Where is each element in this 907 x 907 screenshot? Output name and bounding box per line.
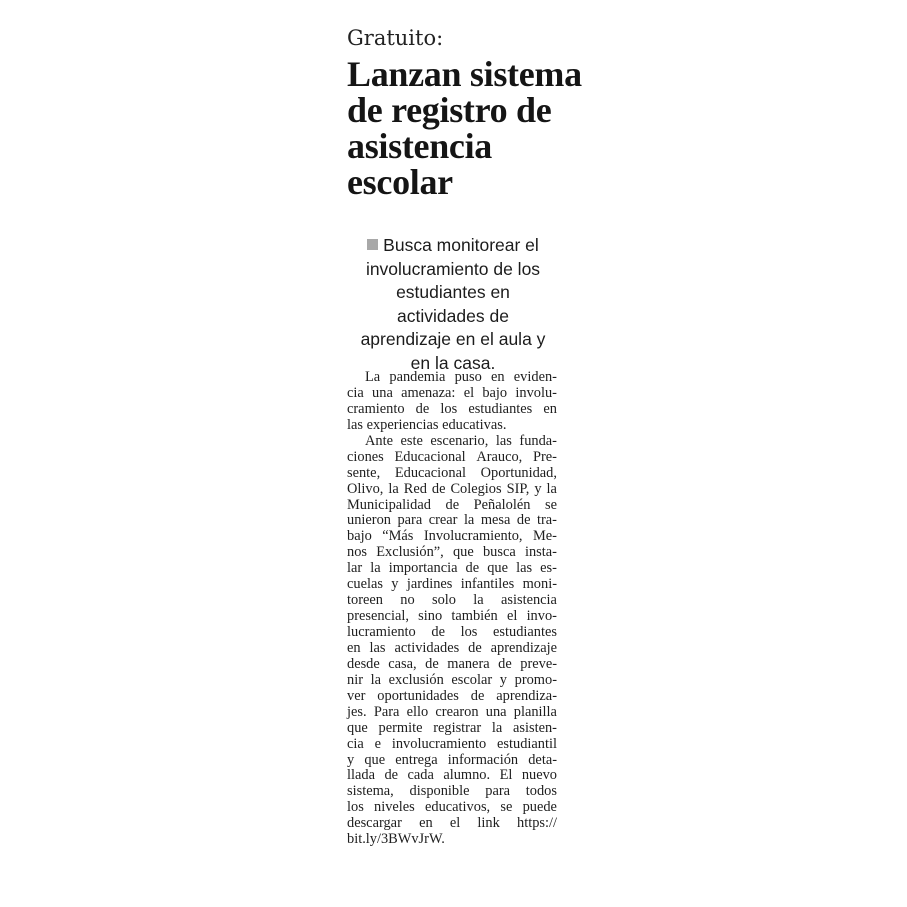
body-line: desde casa, de manera de preve- (347, 655, 557, 672)
body-line: las experiencias educativas. (347, 416, 507, 433)
gray-square-bullet-icon (367, 239, 378, 250)
body-line: sistema, disponible para todos (347, 783, 557, 800)
body-line: que permite registrar la asisten- (347, 719, 557, 736)
deck-line: en la casa. (410, 352, 496, 373)
body-line: descargar en el link https:// (347, 815, 557, 832)
body-line: La pandemia puso en eviden- (365, 369, 557, 385)
body-line: cia e involucramiento estudiantil (347, 735, 557, 752)
news-article (347, 24, 582, 375)
body-line: nos Exclusión”, que busca insta- (347, 544, 557, 561)
body-line: cia una amenaza: el bajo involu- (347, 384, 557, 401)
body-line: sente, Educacional Oportunidad, (347, 464, 557, 481)
body-line: bit.ly/3BWvJrW. (347, 831, 445, 848)
body-line: cuelas y jardines infantiles moni- (347, 576, 557, 593)
body-line: toreen no solo la asistencia (347, 592, 557, 609)
article-body (347, 370, 557, 848)
deck-line: Busca monitorear el (383, 235, 539, 255)
body-line: presencial, sino también el invo- (347, 608, 557, 625)
body-line: bajo “Más Involucramiento, Me- (347, 528, 557, 545)
body-line: llada de cada alumno. El nuevo (347, 767, 557, 784)
deck-line: involucramiento de los (365, 258, 541, 279)
headline-line: de registro de (347, 90, 552, 130)
deck-line: aprendizaje en el aula y (360, 329, 546, 349)
body-line: unieron para crear la mesa de tra- (347, 512, 557, 529)
article-kicker: Gratuito: (347, 26, 444, 50)
body-line: Olivo, la Red de Colegios SIP, y la (347, 480, 557, 497)
body-line: y que entrega información deta- (347, 751, 557, 768)
body-line: Ante este escenario, las funda- (365, 432, 557, 449)
body-line: jes. Para ello crearon una planilla (347, 703, 557, 720)
body-line: los niveles educativos, se puede (347, 799, 557, 816)
body-line: cramiento de los estudiantes en (347, 400, 557, 417)
article-headline (347, 54, 582, 202)
body-line: Municipalidad de Peñalolén se (347, 496, 557, 513)
body-line: nir la exclusión escolar y promo- (347, 671, 557, 688)
headline-line: Lanzan sistema (347, 54, 582, 94)
deck-line: estudiantes en (396, 282, 510, 302)
headline-line: escolar (347, 162, 453, 202)
headline-line: asistencia (347, 126, 492, 166)
body-line: lar la importancia de que las es- (347, 560, 557, 577)
deck-line: actividades de (397, 305, 509, 326)
body-line: en las actividades de aprendizaje (347, 639, 557, 656)
body-line: lucramiento de los estudiantes (347, 624, 557, 640)
article-deck (347, 234, 559, 375)
body-line: ciones Educacional Arauco, Pre- (347, 448, 557, 465)
body-line: ver oportunidades de aprendiza- (347, 687, 557, 704)
